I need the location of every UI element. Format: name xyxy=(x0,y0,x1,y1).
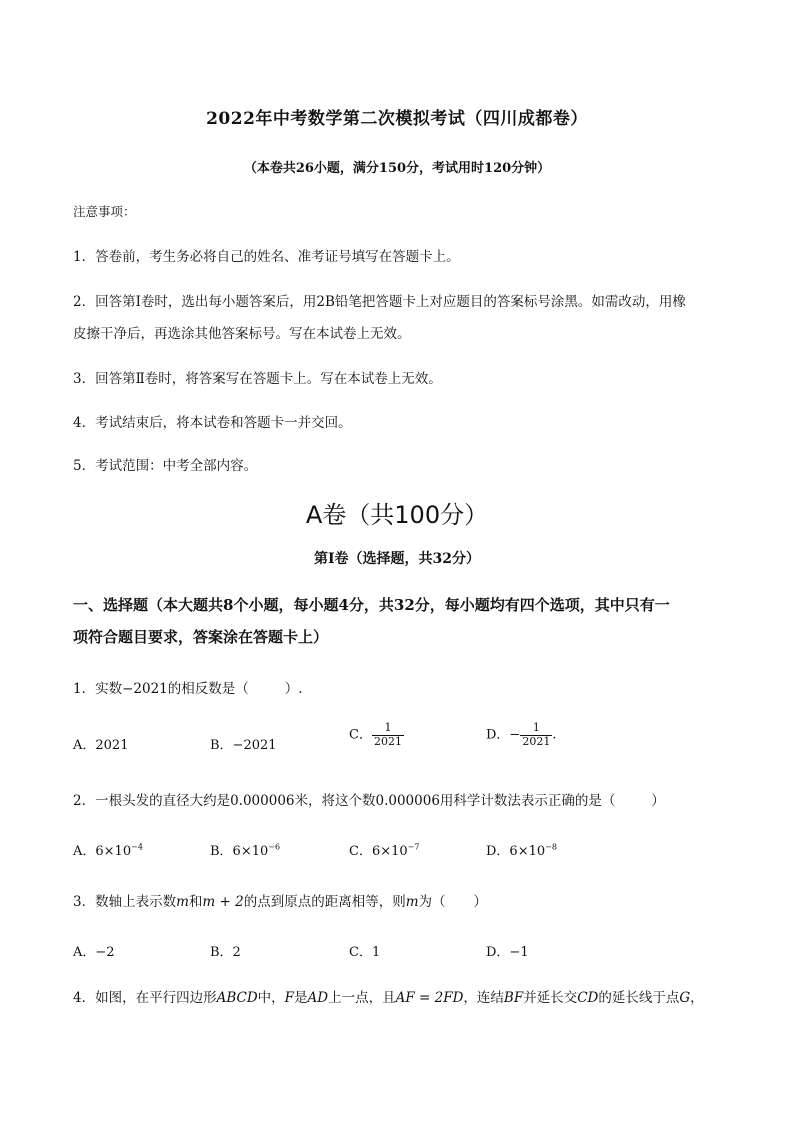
q1-stem-before: 1．实数 xyxy=(73,681,123,697)
section-heading-line1: 一、选择题（本大题共8个小题，每小题4分，共32分，每小题均有四个选项，其中只有一 xyxy=(73,596,670,614)
q3-stem-1: 3．数轴上表示数 xyxy=(73,894,177,910)
q3-option-b: B．2 xyxy=(210,945,241,960)
q1-option-a: A．2021 xyxy=(73,738,129,753)
q3-stem-close: ） xyxy=(473,894,488,910)
note-item-1: 1．答卷前，考生务必将自己的姓名、准考证号填写在答题卡上。 xyxy=(73,249,460,265)
q3-stem-3: 的点到原点的距离相等，则 xyxy=(243,894,406,910)
q4-ad: AD xyxy=(307,990,329,1006)
q2-option-d xyxy=(486,840,557,859)
q3-option-d: D．−1 xyxy=(486,945,529,960)
question-2-stem xyxy=(73,789,665,809)
note-item-3: 3．回答第Ⅱ卷时，将答案写在答题卡上。写在本试卷上无效。 xyxy=(73,371,442,387)
part1-title: 第Ⅰ卷（选择题，共32分） xyxy=(313,551,481,567)
notes-heading: 注意事项： xyxy=(73,204,136,219)
section-a-title: A卷（共100分） xyxy=(305,501,489,529)
q4-g: G xyxy=(679,990,691,1006)
q3-option-a: A．−2 xyxy=(73,945,115,960)
q1-c-denominator: 2021 xyxy=(373,734,402,748)
q4-stem-8: ， xyxy=(690,990,704,1006)
question-1-stem xyxy=(73,677,303,697)
page-subtitle: （本卷共26小题，满分150分，考试用时120分钟） xyxy=(243,161,551,176)
q1-option-c-label: C． xyxy=(349,727,372,743)
q2-b-exponent: −6 xyxy=(268,842,281,852)
note-item-5: 5．考试范围：中考全部内容。 xyxy=(73,458,258,474)
q3-var-m: m xyxy=(176,894,189,910)
q2-c-label: C．6×10 xyxy=(349,844,408,859)
q1-option-c-fraction xyxy=(372,722,404,748)
q1-option-d-end: . xyxy=(552,727,557,743)
q2-c-exponent: −7 xyxy=(407,842,420,852)
q4-stem-6: 并延长交 xyxy=(523,990,578,1006)
q4-stem-7: 的延长线于点 xyxy=(598,990,680,1006)
q1-d-numerator: 1 xyxy=(532,721,540,734)
q1-stem-num: −2021 xyxy=(122,681,168,697)
q3-stem-4: 为（ xyxy=(418,894,446,910)
q3-expression: m + 2 xyxy=(202,894,244,910)
q4-f: F xyxy=(284,990,295,1006)
q2-stem-text: 2．一根头发的直径大约是0.000006米，将这个数0.000006用科学计数法表示正确的是（ xyxy=(73,793,616,809)
question-3-stem xyxy=(73,890,487,910)
q4-stem-5: ，连结 xyxy=(463,990,504,1006)
q2-b-label: B．6×10 xyxy=(210,844,269,859)
q2-option-a xyxy=(73,840,143,859)
q1-option-d-fraction xyxy=(520,722,552,748)
q4-bf: BF xyxy=(503,990,524,1006)
section-heading-line2: 项符合题目要求，答案涂在答题卡上） xyxy=(73,628,329,646)
note-item-2-cont: 皮擦干净后，再选涂其他答案标号。写在本试卷上无效。 xyxy=(73,326,411,342)
q2-a-label: A．6×10 xyxy=(73,844,132,859)
page-title: 2022年中考数学第二次模拟考试（四川成都卷） xyxy=(206,109,588,129)
q3-option-c: C．1 xyxy=(349,945,381,960)
q4-stem-4: 上一点，且 xyxy=(328,990,396,1006)
q4-stem-3: 是 xyxy=(294,990,308,1006)
q2-option-c xyxy=(349,840,419,859)
q2-d-exponent: −8 xyxy=(545,842,557,852)
q4-stem-1: 4．如图，在平行四边形 xyxy=(73,990,217,1006)
q2-stem-close: ） xyxy=(651,793,665,809)
q1-option-c xyxy=(349,722,404,748)
note-item-4: 4．考试结束后，将本试卷和答题卡一并交回。 xyxy=(73,415,352,431)
q1-stem-after: 的相反数是（ xyxy=(167,681,249,697)
note-item-2: 2．回答第Ⅰ卷时，选出每小题答案后，用2B铅笔把答题卡上对应题目的答案标号涂黑。如需改动，用橡 xyxy=(73,294,686,310)
q3-var-m2: m xyxy=(405,894,419,910)
q3-stem-2: 和 xyxy=(188,894,203,910)
q2-d-label: D．6×10 xyxy=(486,844,546,859)
q2-option-b xyxy=(210,840,280,859)
q4-equation: AF = 2FD xyxy=(395,990,464,1006)
q4-cd: CD xyxy=(577,990,599,1006)
q1-option-d-label: D．− xyxy=(486,727,521,743)
q1-stem-close: ）. xyxy=(284,681,303,697)
q2-a-exponent: −4 xyxy=(131,842,143,852)
q4-stem-2: 中， xyxy=(257,990,285,1006)
q1-option-b: B．−2021 xyxy=(210,738,277,753)
q1-option-d xyxy=(486,722,556,748)
question-4-stem xyxy=(73,986,704,1006)
q1-c-numerator: 1 xyxy=(384,721,392,734)
q4-abcd: ABCD xyxy=(216,990,258,1006)
q1-d-denominator: 2021 xyxy=(522,734,551,748)
